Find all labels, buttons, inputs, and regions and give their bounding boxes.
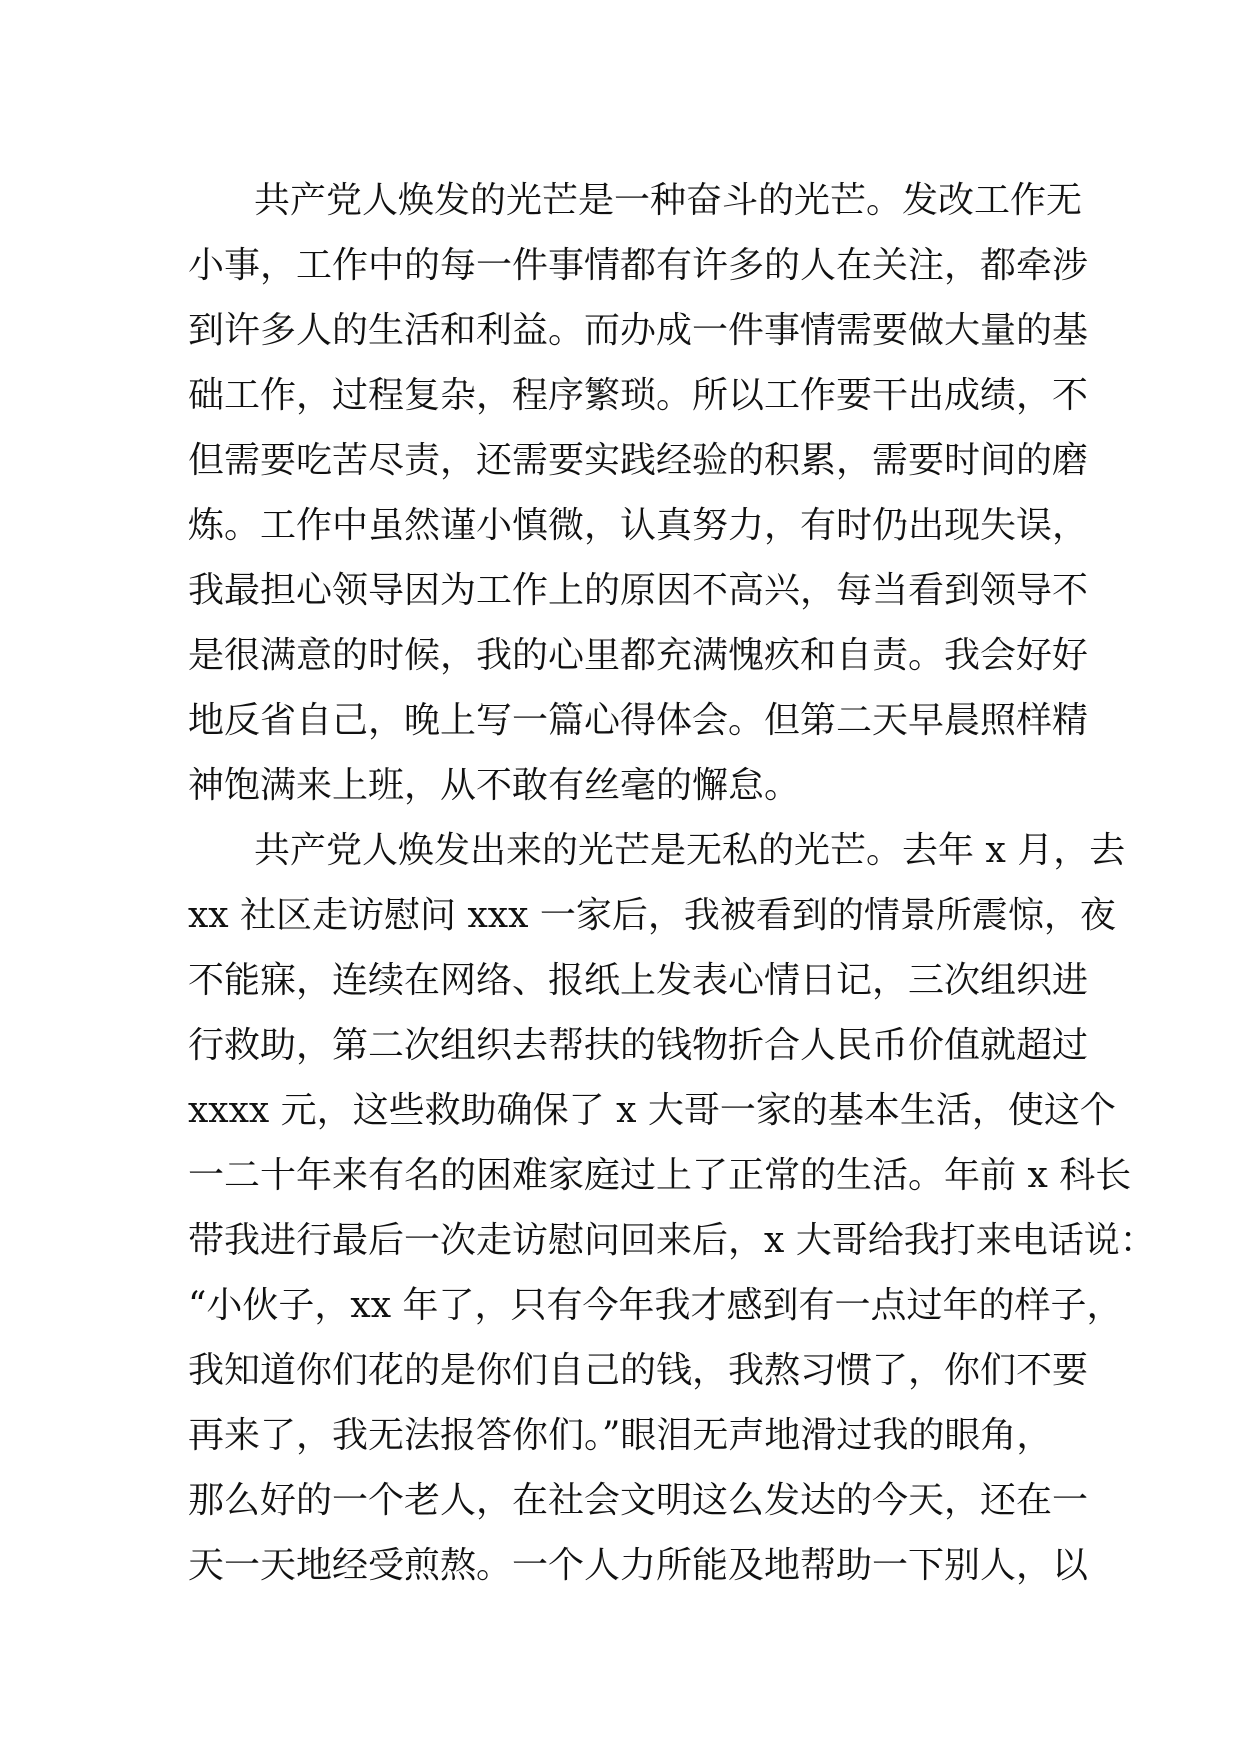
text-line: 共产党人焕发出来的光芒是无私的光芒。去年 x 月，去 <box>254 830 1126 871</box>
paragraph-2 <box>188 818 1156 1598</box>
text-line: “小伙子，xx 年了，只有今年我才感到有一点过年的样子， <box>188 1285 1123 1326</box>
text-line: 神饱满来上班，从不敢有丝毫的懈怠。 <box>188 765 801 806</box>
text-line: xx 社区走访慰问 xxx 一家后，我被看到的情景所震惊，夜 <box>188 895 1116 936</box>
text-line: 小事，工作中的每一件事情都有许多的人在关注，都牵涉 <box>188 245 1089 286</box>
text-line: 我最担心领导因为工作上的原因不高兴，每当看到领导不 <box>188 570 1089 611</box>
text-line: 我知道你们花的是你们自己的钱，我熬习惯了，你们不要 <box>188 1350 1089 1391</box>
text-line: xxxx 元，这些救助确保了 x 大哥一家的基本生活，使这个 <box>188 1090 1116 1131</box>
document-body <box>188 168 1156 1598</box>
text-line: 带我进行最后一次走访慰问回来后，x 大哥给我打来电话说： <box>188 1220 1156 1261</box>
text-line: 共产党人焕发的光芒是一种奋斗的光芒。发改工作无 <box>254 180 1083 221</box>
text-line: 但需要吃苦尽责，还需要实践经验的积累，需要时间的磨 <box>188 440 1089 481</box>
text-line: 到许多人的生活和利益。而办成一件事情需要做大量的基 <box>188 310 1089 351</box>
text-line: 行救助，第二次组织去帮扶的钱物折合人民币价值就超过 <box>188 1025 1089 1066</box>
text-line: 再来了，我无法报答你们。”眼泪无声地滑过我的眼角， <box>188 1415 1053 1456</box>
text-line: 是很满意的时候，我的心里都充满愧疚和自责。我会好好 <box>188 635 1089 676</box>
text-line: 不能寐，连续在网络、报纸上发表心情日记，三次组织进 <box>188 960 1089 1001</box>
text-line: 那么好的一个老人，在社会文明这么发达的今天，还在一 <box>188 1480 1089 1521</box>
text-line: 一二十年来有名的困难家庭过上了正常的生活。年前 x 科长 <box>188 1155 1132 1196</box>
text-line: 地反省自己，晚上写一篇心得体会。但第二天早晨照样精 <box>188 700 1089 741</box>
text-line: 炼。工作中虽然谨小慎微，认真努力，有时仍出现失误， <box>188 505 1089 546</box>
paragraph-1 <box>188 168 1088 818</box>
text-line: 础工作，过程复杂，程序繁琐。所以工作要干出成绩，不 <box>188 375 1089 416</box>
text-line: 天一天地经受煎熬。一个人力所能及地帮助一下别人，以 <box>188 1545 1089 1586</box>
